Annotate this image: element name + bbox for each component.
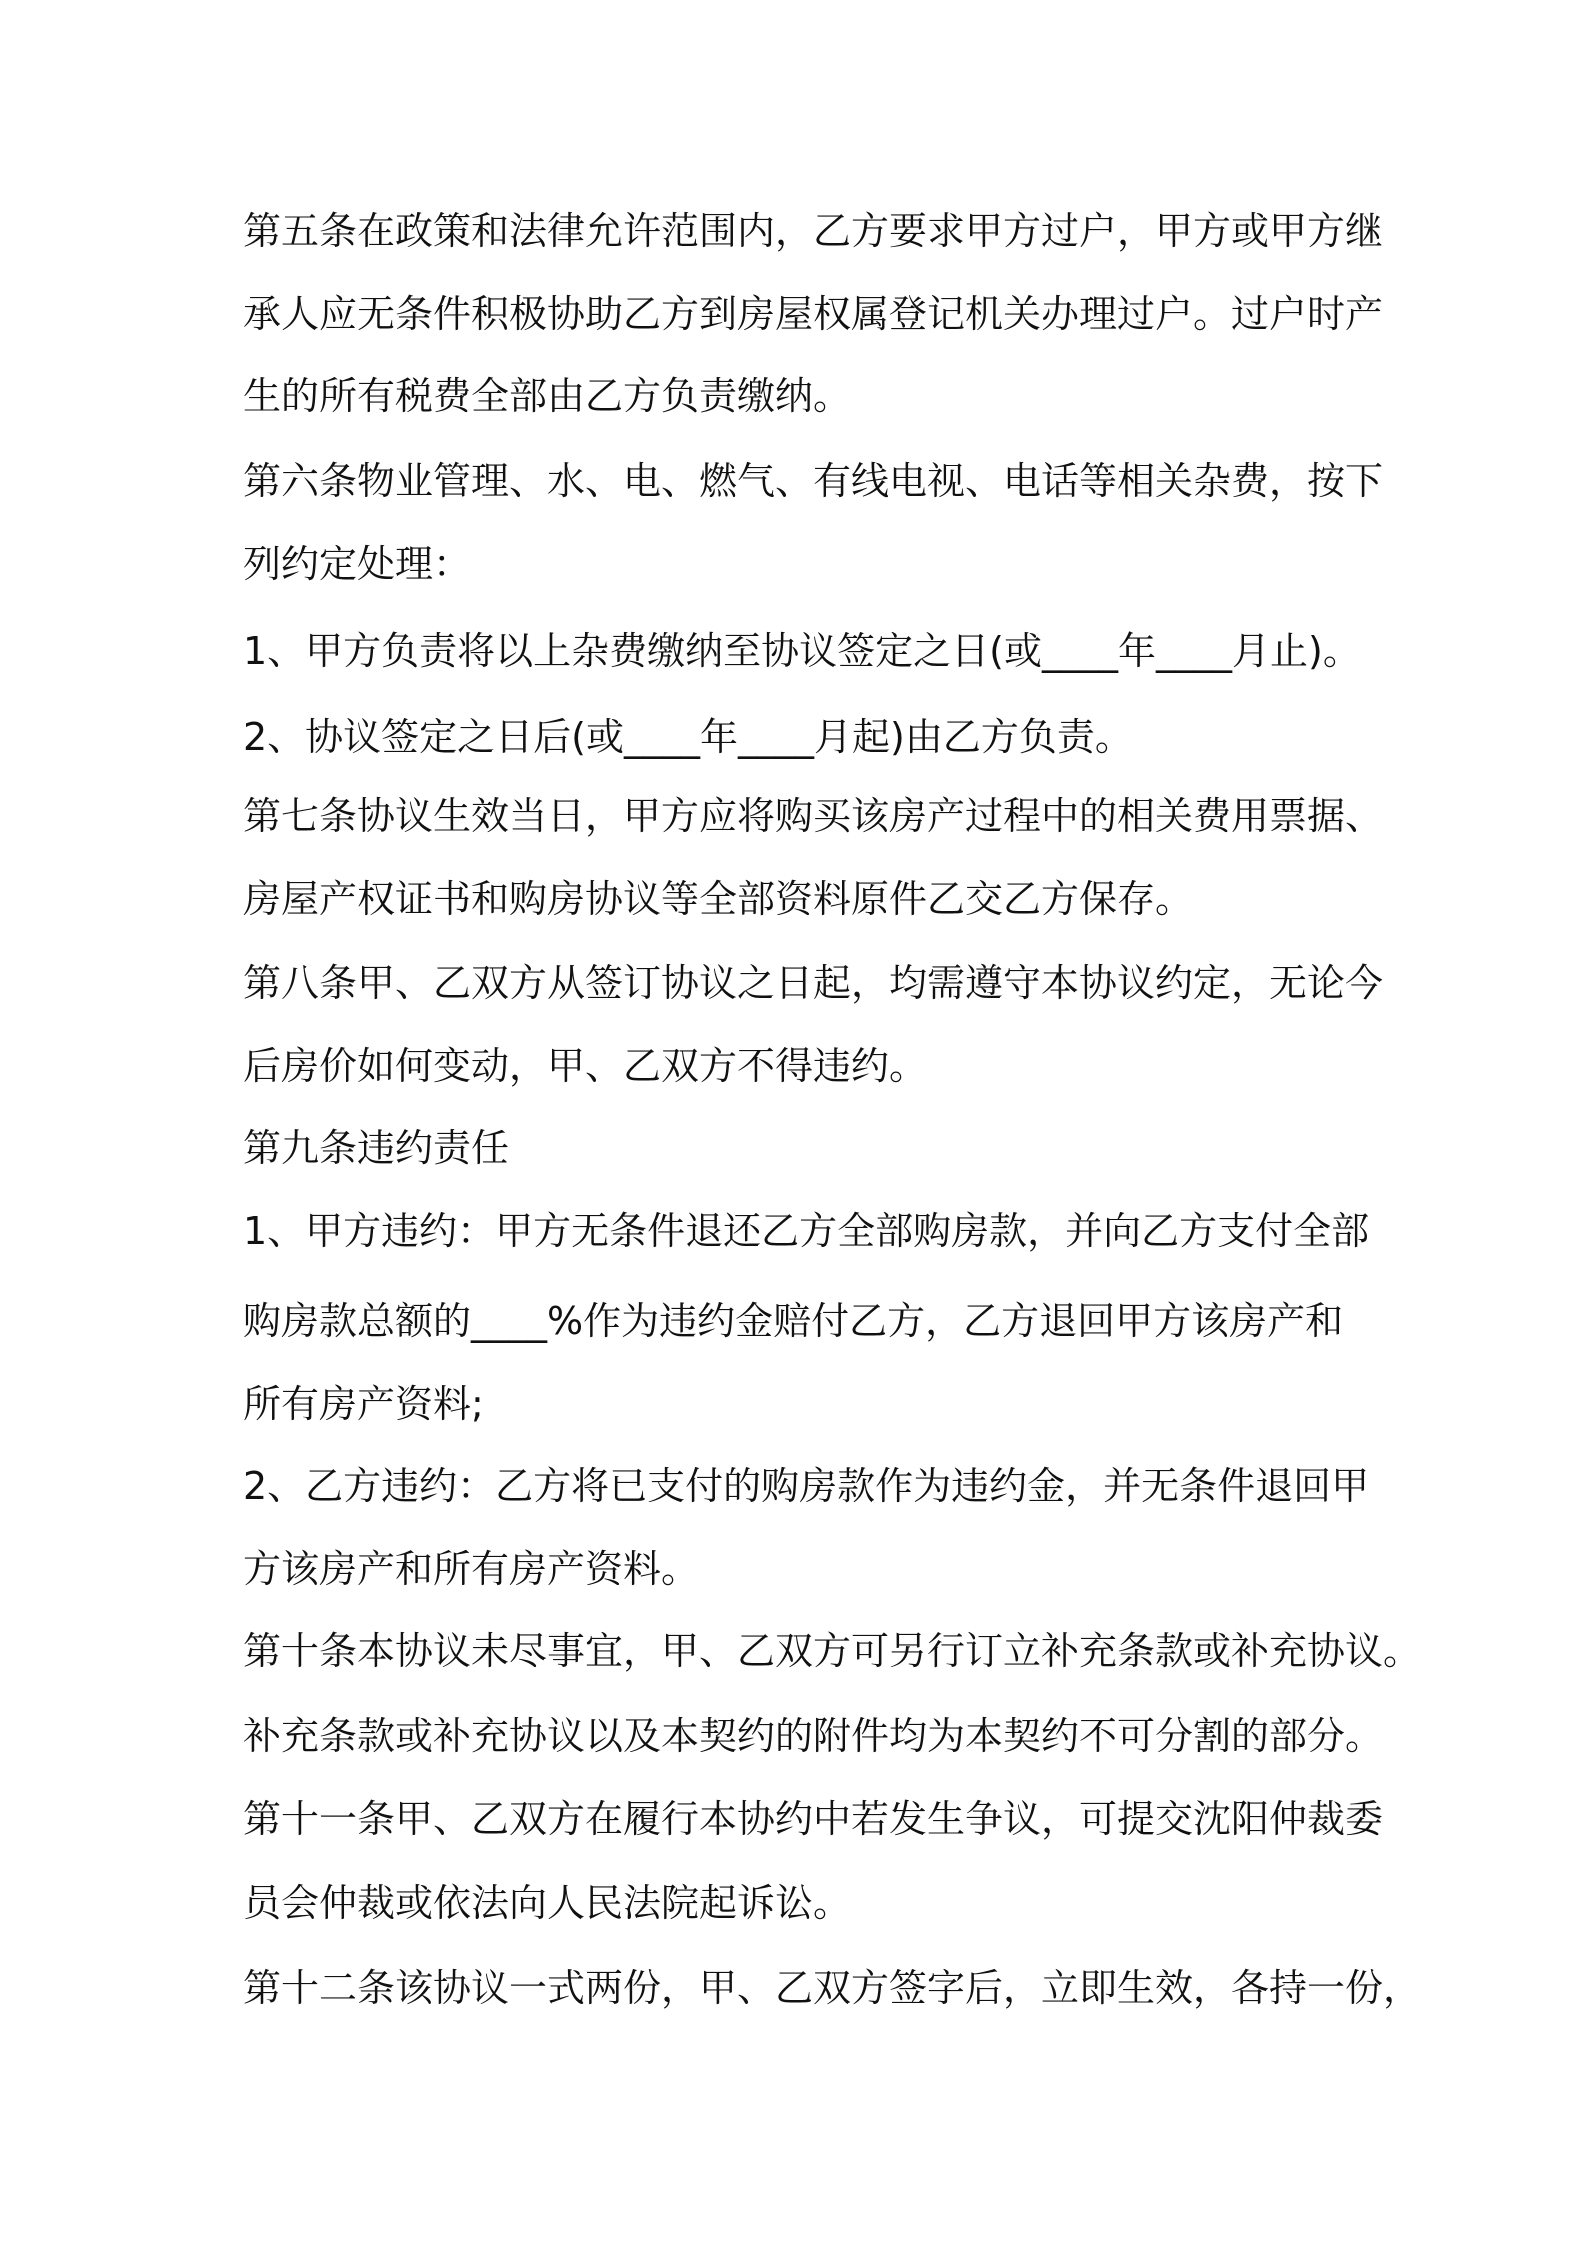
text-line: 第八条甲、乙双方从签订协议之日起，均需遵守本协议约定，无论今 [243,961,1384,1005]
text-line: 第六条物业管理、水、电、燃气、有线电视、电话等相关杂费，按下 [243,459,1384,503]
text-line: 1、甲方负责将以上杂费缴纳至协议签定之日(或____年____月止)。 [243,629,1361,673]
text-line: 承人应无条件积极协助乙方到房屋权属登记机关办理过户。过户时产 [243,292,1384,336]
text-line: 2、协议签定之日后(或____年____月起)由乙方负责。 [243,715,1133,759]
text-line: 2、乙方违约：乙方将已支付的购房款作为违约金，并无条件退回甲 [243,1464,1370,1508]
text-line: 房屋产权证书和购房协议等全部资料原件乙交乙方保存。 [243,877,1194,921]
text-line: 购房款总额的____%作为违约金赔付乙方，乙方退回甲方该房产和 [243,1299,1344,1343]
text-line: 第七条协议生效当日，甲方应将购买该房产过程中的相关费用票据、 [243,794,1384,838]
text-line: 1、甲方违约：甲方无条件退还乙方全部购房款，并向乙方支付全部 [243,1209,1370,1253]
text-line: 第五条在政策和法律允许范围内，乙方要求甲方过户，甲方或甲方继 [243,209,1384,253]
text-line: 第九条违约责任 [243,1126,510,1170]
text-line: 补充条款或补充协议以及本契约的附件均为本契约不可分割的部分。 [243,1714,1384,1758]
text-line: 第十条本协议未尽事宜，甲、乙双方可另行订立补充条款或补充协议。 [243,1629,1422,1673]
text-line: 第十一条甲、乙双方在履行本协约中若发生争议，可提交沈阳仲裁委 [243,1797,1384,1841]
text-line: 生的所有税费全部由乙方负责缴纳。 [243,374,852,418]
text-line: 列约定处理： [243,542,472,586]
text-line: 后房价如何变动，甲、乙双方不得违约。 [243,1044,928,1088]
text-line: 所有房产资料; [243,1382,484,1426]
text-line: 方该房产和所有房产资料。 [243,1547,700,1591]
text-line: 员会仲裁或依法向人民法院起诉讼。 [243,1881,852,1925]
text-line: 第十二条该协议一式两份，甲、乙双方签字后，立即生效，各持一份， [243,1966,1422,2010]
